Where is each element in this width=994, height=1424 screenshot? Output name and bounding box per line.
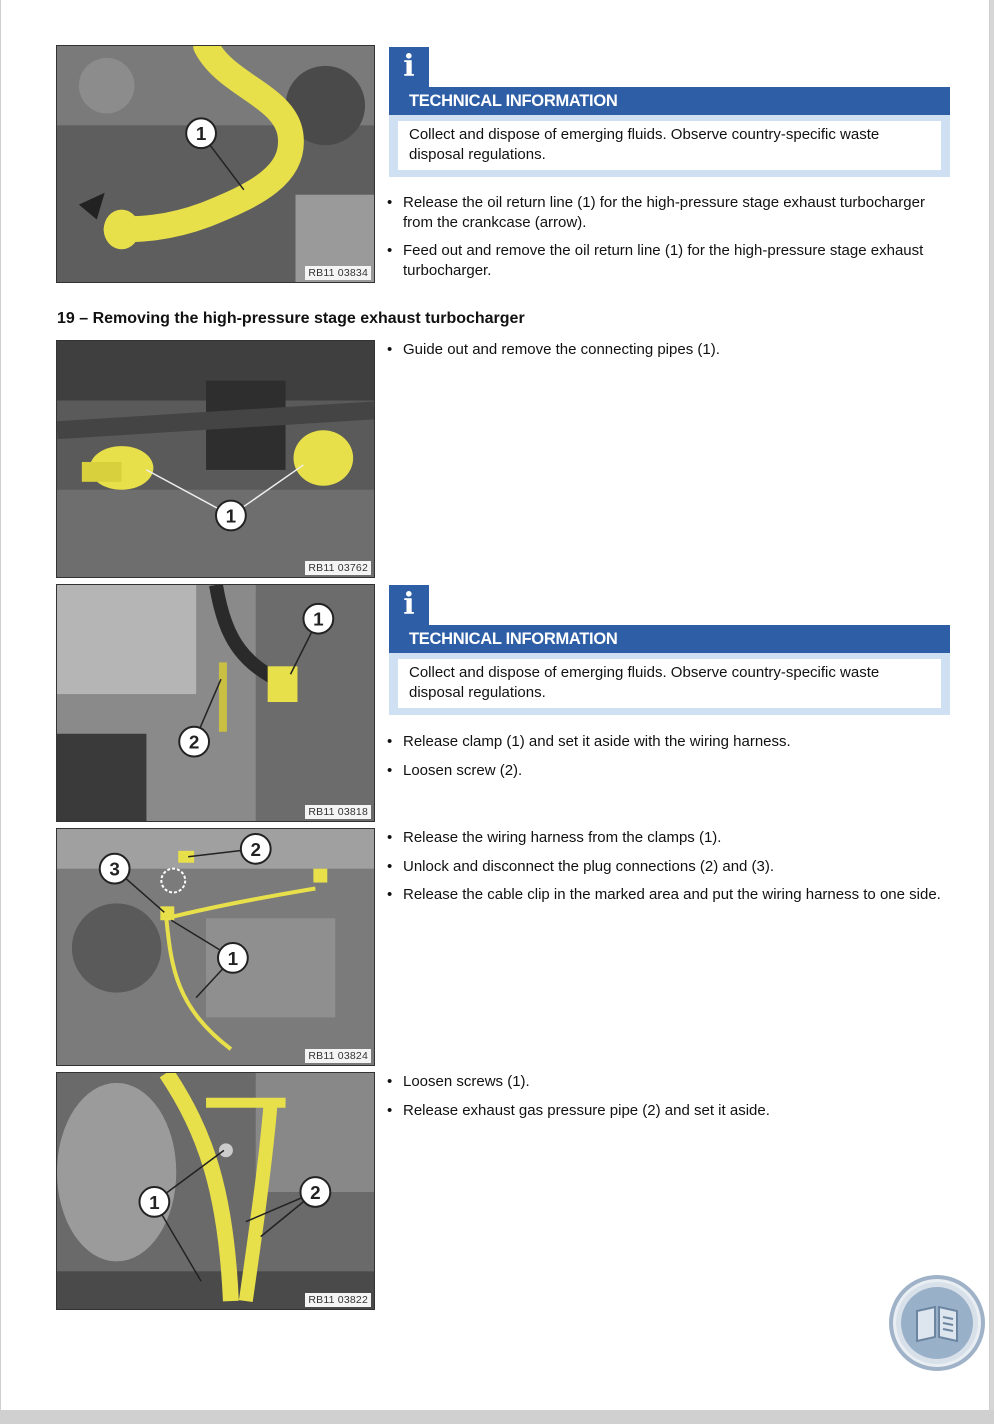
step-item: • Loosen screws (1). [387,1072,947,1092]
step-item: • Release the oil return line (1) for the high-pressure stage exhaust turbocharger from the crankcase (arrow). [387,193,947,232]
step-list [387,828,947,905]
step-list [387,1072,947,1120]
info-icon: i [389,585,429,625]
figure-reference: RB11 03762 [305,561,371,575]
figure-callout: 2 [250,838,262,860]
figure-reference: RB11 03824 [305,1049,371,1063]
step-item: • Release the cable clip in the marked area and put the wiring harness to one side. [387,885,947,905]
info-box-text: Collect and dispose of emerging fluids. Observe country-specific waste disposal regulations. [398,121,941,170]
step-list [387,732,947,780]
info-box-title: TECHNICAL INFORMATION [389,87,950,115]
step-item: • Release clamp (1) and set it aside with the wiring harness. [387,732,947,752]
figure-callout: 1 [149,1191,160,1213]
figure-oil-return-line [56,45,375,283]
step-item: • Release the wiring harness from the clamps (1). [387,828,947,848]
step-item: • Loosen screw (2). [387,761,947,781]
info-box-body [389,115,950,177]
info-box-text: Collect and dispose of emerging fluids. Observe country-specific waste disposal regulations. [398,659,941,708]
figure-reference: RB11 03818 [305,805,371,819]
section-heading: 19 – Removing the high-pressure stage exhaust turbocharger [57,310,525,327]
figure-connecting-pipes [56,340,375,578]
reader-mode-button[interactable] [889,1275,985,1371]
viewer-bottom-edge [0,1410,994,1424]
figure-callout: 1 [227,947,239,969]
info-box-body [389,653,950,715]
step-list [387,193,947,280]
step-item: • Release exhaust gas pressure pipe (2) and set it aside. [387,1101,947,1121]
figure-callout: 3 [109,858,120,880]
step-item: • Guide out and remove the connecting pipes (1). [387,340,947,360]
figure-callout: 1 [225,505,237,527]
step-list [387,340,947,360]
step-item: • Unlock and disconnect the plug connections (2) and (3). [387,857,947,877]
figure-reference: RB11 03834 [305,266,371,280]
figure-callout: 2 [188,731,200,753]
info-icon: i [389,47,429,87]
technical-information-box [389,585,950,715]
info-box-title: TECHNICAL INFORMATION [389,625,950,653]
figure-clamp-screw [56,584,375,822]
figure-reference: RB11 03822 [305,1293,371,1307]
figure-callout: 1 [313,608,324,630]
step-item: • Feed out and remove the oil return line (1) for the high-pressure stage exhaust turbocharger. [387,241,947,280]
figure-wiring-harness [56,828,375,1066]
book-icon [901,1287,973,1359]
technical-information-box [389,47,950,177]
figure-pressure-pipe [56,1072,375,1310]
figure-callout: 1 [195,123,207,145]
figure-callout: 2 [310,1181,321,1203]
